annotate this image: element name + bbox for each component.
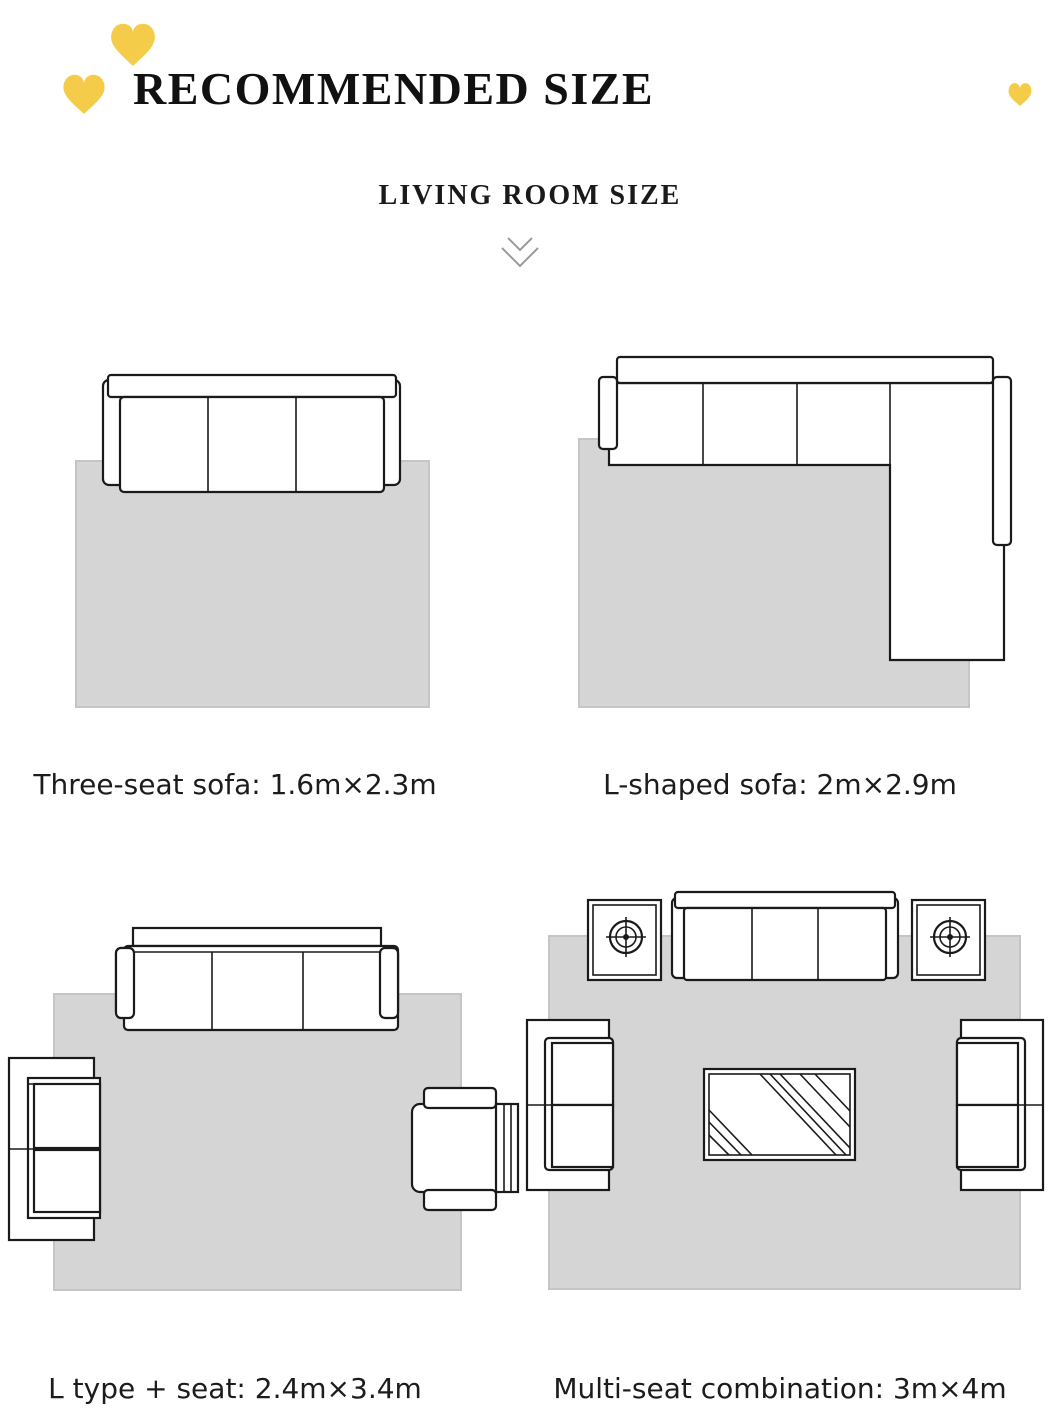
- multi-seat-layout: [527, 892, 1043, 1289]
- caption-l-shaped: L-shaped sofa: 2m×2.9m: [603, 768, 957, 801]
- loveseat: [957, 1020, 1043, 1190]
- section-title: LIVING ROOM SIZE: [378, 180, 682, 211]
- caption-l-type-seat: L type + seat: 2.4m×3.4m: [48, 1372, 422, 1405]
- caption-three-seat: Three-seat sofa: 1.6m×2.3m: [33, 768, 437, 801]
- side-table-lamp: [912, 900, 985, 980]
- caption-multi-seat: Multi-seat combination: 3m×4m: [553, 1372, 1007, 1405]
- coffee-table: [704, 1069, 855, 1160]
- loveseat: [9, 1058, 100, 1240]
- three-seat-sofa: [103, 375, 400, 492]
- three-seat-sofa: [116, 928, 398, 1030]
- three-seat-layout: [76, 375, 429, 707]
- heart-icon: [1009, 83, 1032, 106]
- loveseat: [527, 1020, 613, 1190]
- heart-icon: [63, 75, 104, 114]
- heart-icon: [111, 24, 155, 66]
- l-type-seat-layout: [9, 928, 518, 1290]
- rug: [76, 461, 429, 707]
- side-table-lamp: [588, 900, 661, 980]
- l-shaped-layout: [579, 357, 1011, 707]
- rug: [54, 994, 461, 1290]
- armchair: [412, 1088, 518, 1210]
- three-seat-sofa: [672, 892, 898, 980]
- page-title: RECOMMENDED SIZE: [133, 63, 655, 114]
- double-chevron-down-icon: [502, 238, 538, 266]
